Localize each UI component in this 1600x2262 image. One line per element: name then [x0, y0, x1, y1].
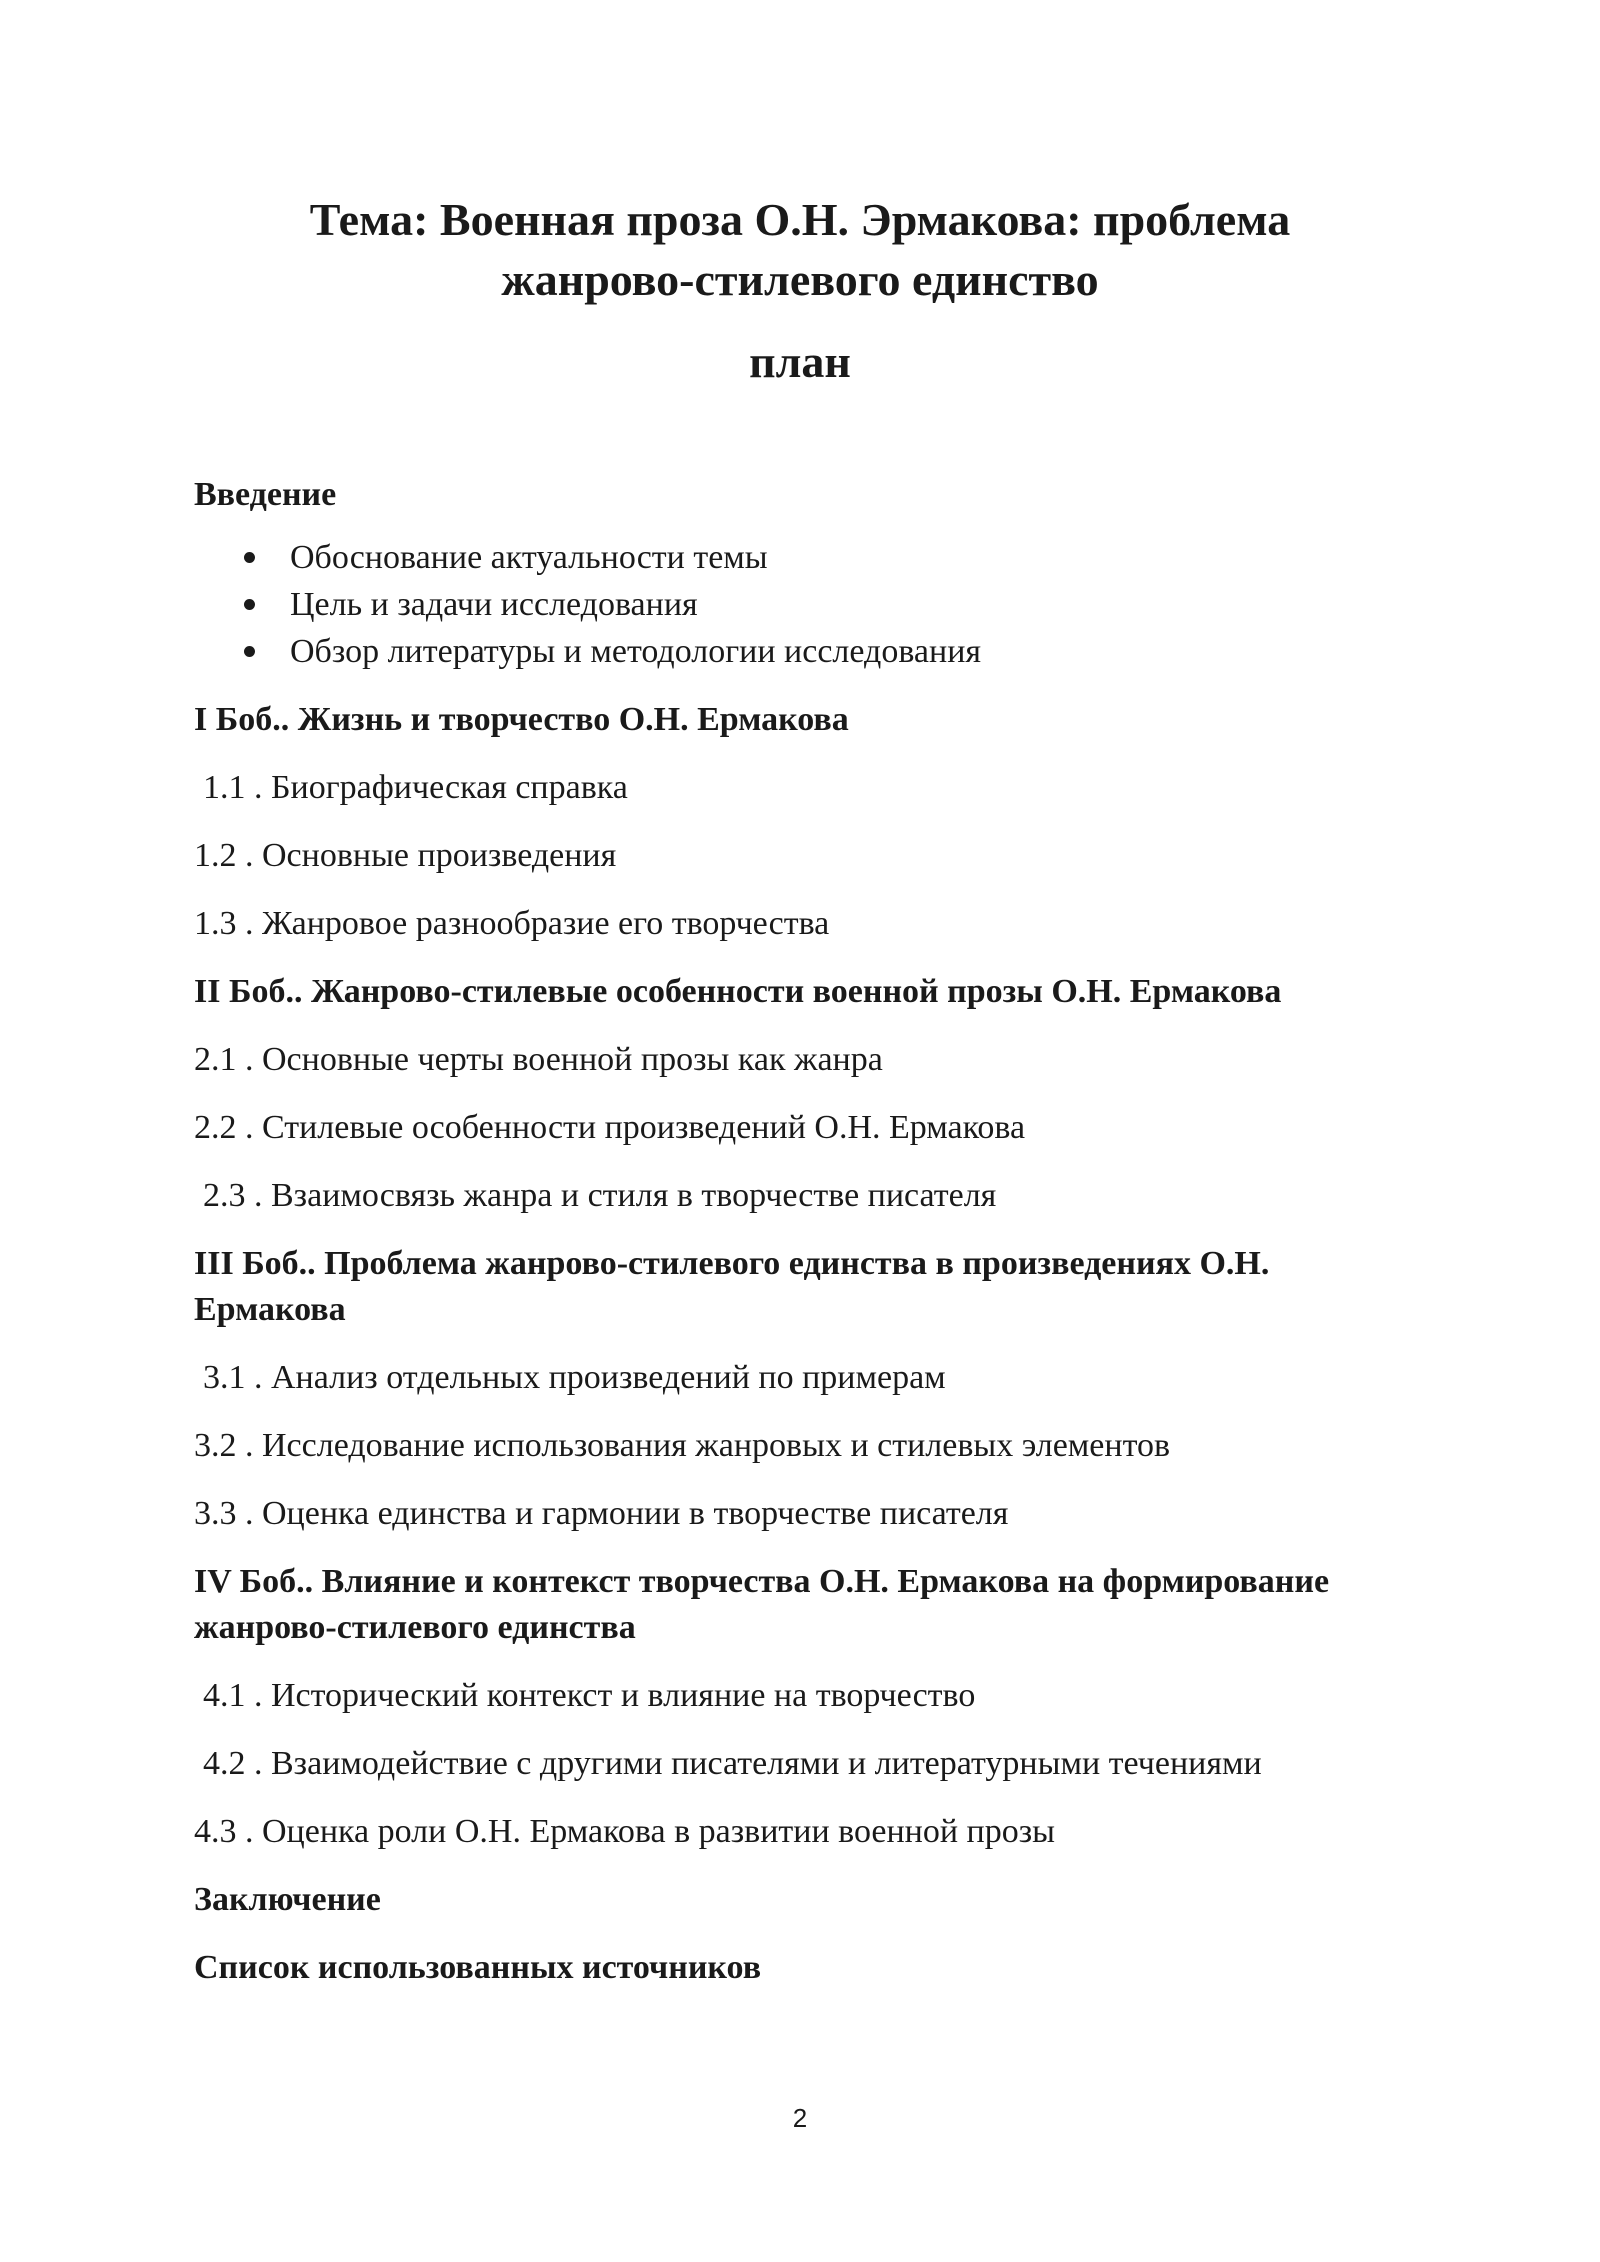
chapter-2-heading: II Боб.. Жанрово-стилевые особенности военной прозы О.Н. Ермакова — [194, 973, 1282, 1010]
chapter-2-item-1: 2.1 . Основные черты военной прозы как жанра — [194, 1041, 883, 1078]
page-number: 2 — [792, 2103, 808, 2133]
chapter-4-heading: IV Боб.. Влияние и контекст творчества О.Н. Ермакова на формирование жанрово-стилевого единства — [194, 1563, 1330, 1646]
chapter-3-item-3: 3.3 . Оценка единства и гармонии в творчестве писателя — [194, 1495, 1009, 1532]
conclusion-heading: Заключение — [194, 1881, 381, 1918]
title-block — [0, 190, 1600, 392]
chapter-2-item-2: 2.2 . Стилевые особенности произведений О.Н. Ермакова — [194, 1109, 1026, 1146]
list-item — [194, 581, 1424, 628]
bullet-text: Обоснование актуальности темы — [290, 539, 768, 576]
plan-heading: план — [749, 336, 851, 387]
chapter-1-item-3: 1.3 . Жанровое разнообразие его творчества — [194, 905, 830, 942]
list-item — [194, 628, 1424, 675]
chapter-3-heading: III Боб.. Проблема жанрово-стилевого единства в произведениях О.Н. Ермакова — [194, 1245, 1270, 1328]
intro-heading: Введение — [194, 476, 337, 513]
bullet-icon — [244, 599, 255, 610]
sources-heading: Список использованных источников — [194, 1949, 762, 1986]
bullet-text: Обзор литературы и методологии исследования — [290, 633, 982, 670]
outline-content — [194, 472, 1424, 1991]
bullet-icon — [244, 552, 255, 563]
document-title-line-2: жанрово-стилевого единство — [501, 254, 1099, 305]
bullet-icon — [244, 646, 255, 657]
bullet-text: Цель и задачи исследования — [290, 586, 698, 623]
chapter-4-item-1: 4.1 . Исторический контекст и влияние на творчество — [203, 1677, 976, 1714]
list-item — [194, 534, 1424, 581]
chapter-1-item-1: 1.1 . Биографическая справка — [203, 769, 628, 806]
chapter-3-item-2: 3.2 . Исследование использования жанровых и стилевых элементов — [194, 1427, 1171, 1464]
intro-bullet-list — [194, 534, 1424, 675]
chapter-1-item-2: 1.2 . Основные произведения — [194, 837, 617, 874]
chapter-4-item-2: 4.2 . Взаимодействие с другими писателями и литературными течениями — [203, 1745, 1262, 1782]
chapter-4-item-3: 4.3 . Оценка роли О.Н. Ермакова в развитии военной прозы — [194, 1813, 1056, 1850]
document-title-line-1: Тема: Военная проза О.Н. Эрмакова: проблема — [309, 194, 1291, 245]
chapter-3-item-1: 3.1 . Анализ отдельных произведений по примерам — [203, 1359, 946, 1396]
chapter-1-heading: I Боб.. Жизнь и творчество О.Н. Ермакова — [194, 701, 849, 738]
chapter-2-item-3: 2.3 . Взаимосвязь жанра и стиля в творчестве писателя — [203, 1177, 997, 1214]
